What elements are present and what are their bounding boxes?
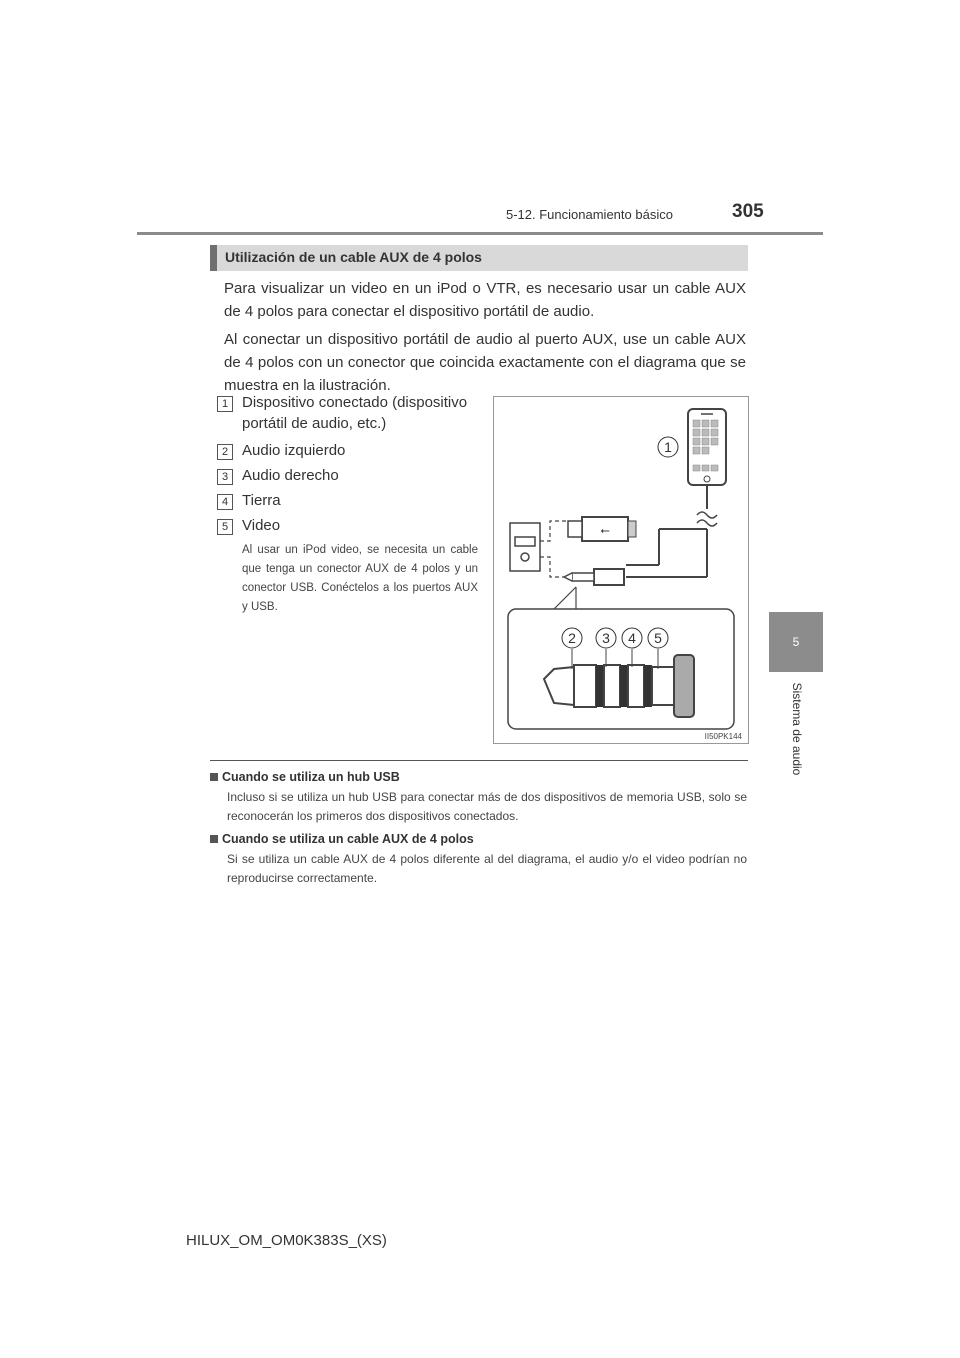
item-number: 3 [217,469,233,485]
header-rule [137,232,823,235]
diagram-svg [494,397,748,743]
item-text: Audio derecho [242,467,339,484]
intro-paragraph-1: Para visualizar un video en un iPod o VTR, es necesario usar un cable AUX de 4 polos para conectar el dispositivo portátil de audio. [224,280,746,320]
footnote-title-text: Cuando se utiliza un hub USB [222,770,400,784]
item-number: 5 [217,519,233,535]
item-text: Tierra [242,492,281,509]
aux-jack-icon [674,655,694,717]
footnote-title [210,832,474,846]
footnote-body: Incluso si se utiliza un hub USB para conectar más de dos dispositivos de memoria USB, solo se reconocerán los primeros dos dispositivos conectados. [227,790,747,823]
aux-plug-icon [594,569,624,585]
callout-label: 1 [664,439,672,455]
callout-label: 4 [628,630,636,646]
item-text-line: Dispositivo conectado (dispositivo [242,394,468,411]
item-number: 1 [217,396,233,412]
item-text: Audio izquierdo [242,442,346,459]
footnote-title-text: Cuando se utiliza un cable AUX de 4 polos [222,832,474,846]
callout-label: 2 [568,630,576,646]
square-bullet-icon [210,835,218,843]
item-number: 4 [217,494,233,510]
footnote-body: Si se utiliza un cable AUX de 4 polos diferente al del diagrama, el audio y/o el video podrían no reproducirse correctamente. [227,852,747,885]
section-title: Utilización de un cable AUX de 4 polos [225,249,482,265]
item-text: Video [242,517,281,534]
callout-label: 3 [602,630,610,646]
item-number: 2 [217,444,233,460]
square-bullet-icon [210,773,218,781]
svg-text:⭠: ⭠ [600,523,610,537]
item-text-line: portátil de audio, etc.) [242,415,387,432]
item-text [242,394,467,432]
connection-diagram [493,396,749,744]
callout-label: 5 [654,630,662,646]
intro-paragraph-2: Al conectar un dispositivo portátil de audio al puerto AUX, use un cable AUX de 4 polos con un conector que coincida exactamente con el diagrama que se muestra en la ilustración. [224,331,746,394]
chapter-tab: 5 [769,612,823,672]
cable-break-icon [697,512,717,526]
figure-code: II50PK144 [704,732,742,741]
chapter-side-label: Sistema de audio [790,682,804,776]
page-number: 305 [732,201,764,222]
footnote-title [210,770,400,784]
header-section-title: 5-12. Funcionamiento básico [506,207,673,222]
port-panel-icon [510,523,540,571]
note-text: Al usar un iPod video, se necesita un cable que tenga un conector AUX de 4 polos y un conector USB. Conéctelos a los puertos AUX y USB. [242,544,478,613]
section-title-bar [210,245,748,271]
footer-code: HILUX_OM_OM0K383S_(XS) [186,1232,387,1249]
section-divider [210,760,748,761]
